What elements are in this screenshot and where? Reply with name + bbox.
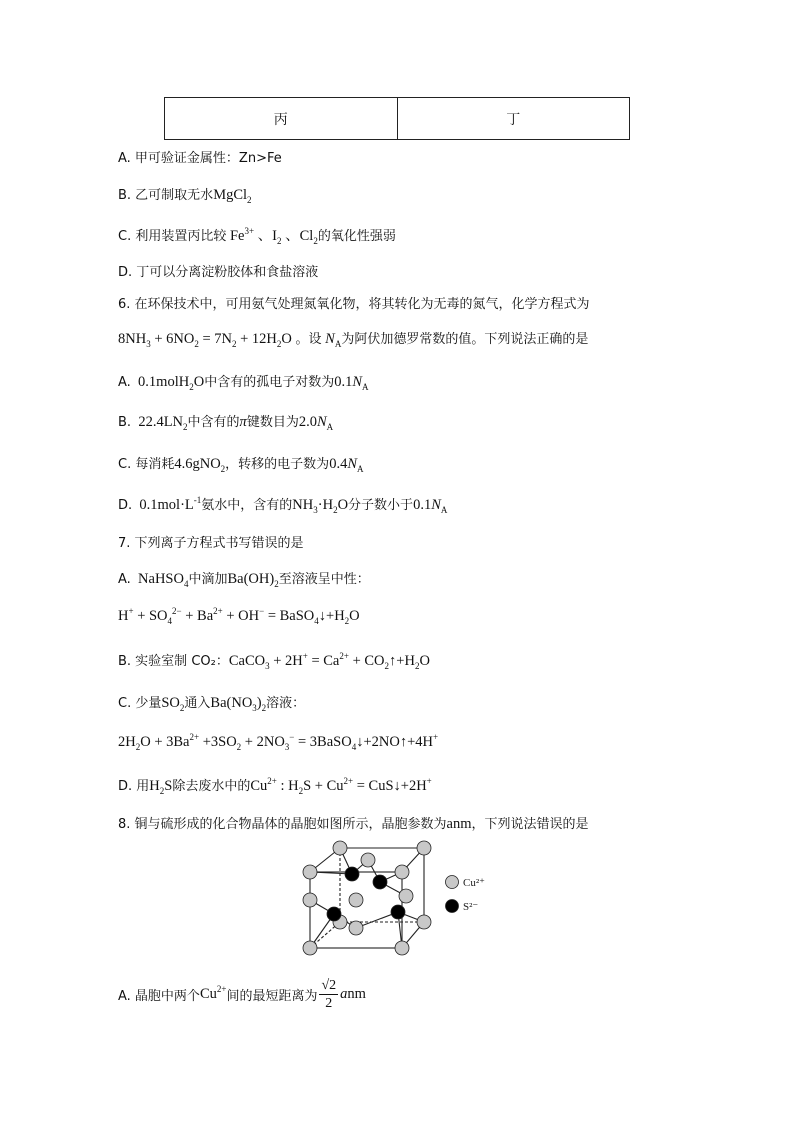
legend-cu-marker xyxy=(446,876,459,889)
q7-option-c: C. 少量$SO_2$通入$Ba(NO_3)_2$溶液： xyxy=(118,695,306,713)
cu-atom xyxy=(417,841,431,855)
cu-atom xyxy=(399,889,413,903)
cu-atom xyxy=(395,941,409,955)
cu-atom xyxy=(333,841,347,855)
cell-ding: 丁 xyxy=(397,98,630,140)
legend-cu-label: Cu²⁺ xyxy=(463,877,485,889)
q5-option-a: A. 甲可验证金属性：Zn>Fe xyxy=(118,151,282,166)
q6-stem: 6. 在环保技术中，可用氨气处理氮氧化物，将其转化为无毒的氮气，化学方程式为 xyxy=(118,297,590,312)
legend-s-marker xyxy=(446,900,459,913)
cu-atom xyxy=(303,865,317,879)
cu-atom xyxy=(349,893,363,907)
q6-option-d: D. $0.1mol\cdot L^{-1}$氨水中，含有的$NH_3\cdot H_2O$分子数小于$0.1N_A$ xyxy=(118,495,448,515)
q7-option-a-equation: $H^+ + SO_4^{2-} + Ba^{2+} + OH^-$ = $BaSO_4↓+H_2O$ xyxy=(118,606,360,626)
s-atom xyxy=(373,875,387,889)
cell-bing: 丙 xyxy=(165,98,398,140)
q6-equation: $8NH_3 + 6NO_2 = 7N_2 + 12H_2O$ 。设 $N_A$为阿伏加德罗常数的值。下列说法正确的是 xyxy=(118,331,589,349)
q7-option-c-equation: $2H_2O + 3Ba^{2+} +3SO_2 + 2NO_3^-$ = 3BaSO$_4$↓+2NO↑+4H+ xyxy=(118,732,439,752)
q7-option-b: B. 实验室制 CO₂：CaCO$_3$ + $2H^+ = Ca^{2+}$ + $CO_2↑+H_2O$ xyxy=(118,651,430,671)
legend-s-label: S²⁻ xyxy=(463,901,479,913)
fraction: √2 2 xyxy=(321,977,337,1011)
q6-option-c: C. 每消耗4.6gNO$_2$，转移的电子数为$0.4N_A$ xyxy=(118,456,364,474)
q8-option-a: A. 晶胞中两个 $Cu^{2+}$ 间的最短距离为 √2 2 a nm xyxy=(118,977,366,1011)
cu-atom xyxy=(417,915,431,929)
s-atom xyxy=(391,905,405,919)
q7-stem: 7. 下列离子方程式书写错误的是 xyxy=(118,536,304,551)
cu-atom xyxy=(303,941,317,955)
s-atom xyxy=(345,867,359,881)
q7-option-a: A. NaHSO$_4$中滴加$Ba(OH)_2$至溶液呈中性： xyxy=(118,571,370,589)
cu-atom xyxy=(349,921,363,935)
cu-atom xyxy=(303,893,317,907)
s-atom xyxy=(327,907,341,921)
q5-option-d: D. 丁可以分离淀粉胶体和食盐溶液 xyxy=(118,265,319,280)
apparatus-table xyxy=(164,97,630,140)
q6-option-b: B. $22.4LN_2$中含有的π键数目为$2.0N_A$ xyxy=(118,414,334,432)
q5-option-c: C. 利用装置丙比较 $Fe^{3+}$ 、$I_2$ 、$Cl_2$的氧化性强弱 xyxy=(118,226,396,246)
q8-stem: 8. 铜与硫形成的化合物晶体的晶胞如图所示，晶胞参数为anm，下列说法错误的是 xyxy=(118,816,589,832)
cu-atom xyxy=(361,853,375,867)
q7-option-d: D. 用$H_2S$除去废水中的$Cu^{2+}$ : $H_2S + Cu^{2+}$ = CuS↓+2H+ xyxy=(118,776,432,796)
crystal-cell-diagram xyxy=(300,838,500,960)
q6-option-a: A. 0.1molH$_2$O中含有的孤电子对数为$0.1N_A$ xyxy=(118,374,369,392)
cu-atom xyxy=(395,865,409,879)
q5-option-b: B. 乙可制取无水MgCl$_2$ xyxy=(118,187,252,205)
